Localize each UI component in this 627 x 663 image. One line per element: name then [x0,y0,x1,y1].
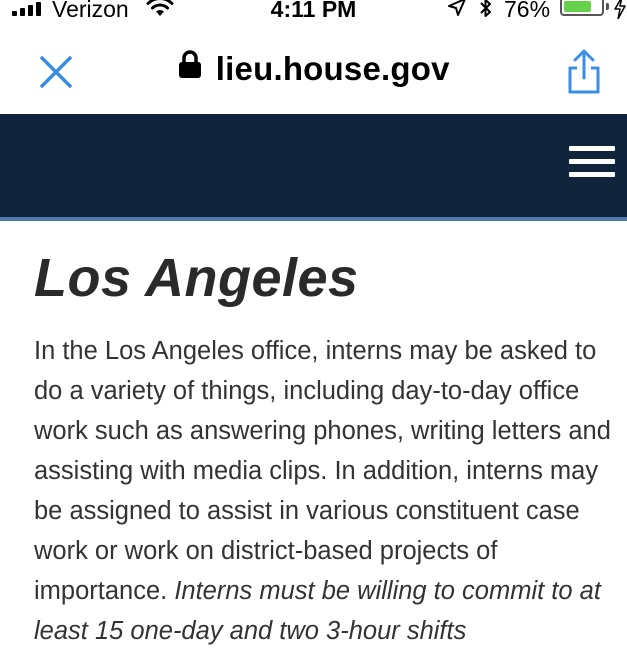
battery-nub [606,3,609,10]
office-description-text: In the Los Angeles office, interns may be asked to do a variety of things, including day-to-day office work such as answering phones, writing letters and assisting with media clips. In addition, interns may be assigned to assist in various constituent case work or work on district-based projects of importance. [34,337,611,605]
site-header [0,114,627,221]
status-bar [0,0,627,26]
page-content [0,221,627,663]
clock: 4:11 PM [270,0,357,22]
battery-icon [560,0,604,16]
share-button[interactable] [560,48,608,96]
address-field[interactable] [0,50,627,88]
hamburger-menu-icon-bar-3 [569,172,615,177]
intern-commitment-note: Interns must be willing to commit to at least 15 one-day and two 3-hour shifts [34,577,601,645]
charging-bolt-icon [614,0,626,24]
bluetooth-icon [478,0,494,24]
lock-icon [177,49,203,84]
hamburger-menu-icon-bar-1 [569,146,615,151]
share-icon [560,48,608,96]
battery-percent: 76% [504,0,551,22]
location-arrow-icon [447,0,467,22]
url-text: lieu.house.gov [215,50,450,87]
battery-level-fill [564,1,591,12]
browser-url-bar [0,26,627,114]
hamburger-menu-button[interactable] [569,146,615,180]
carrier-name: Verizon [52,0,129,22]
office-description [34,331,614,651]
hamburger-menu-icon-bar-2 [569,159,615,164]
office-heading: Los Angeles [34,248,359,308]
